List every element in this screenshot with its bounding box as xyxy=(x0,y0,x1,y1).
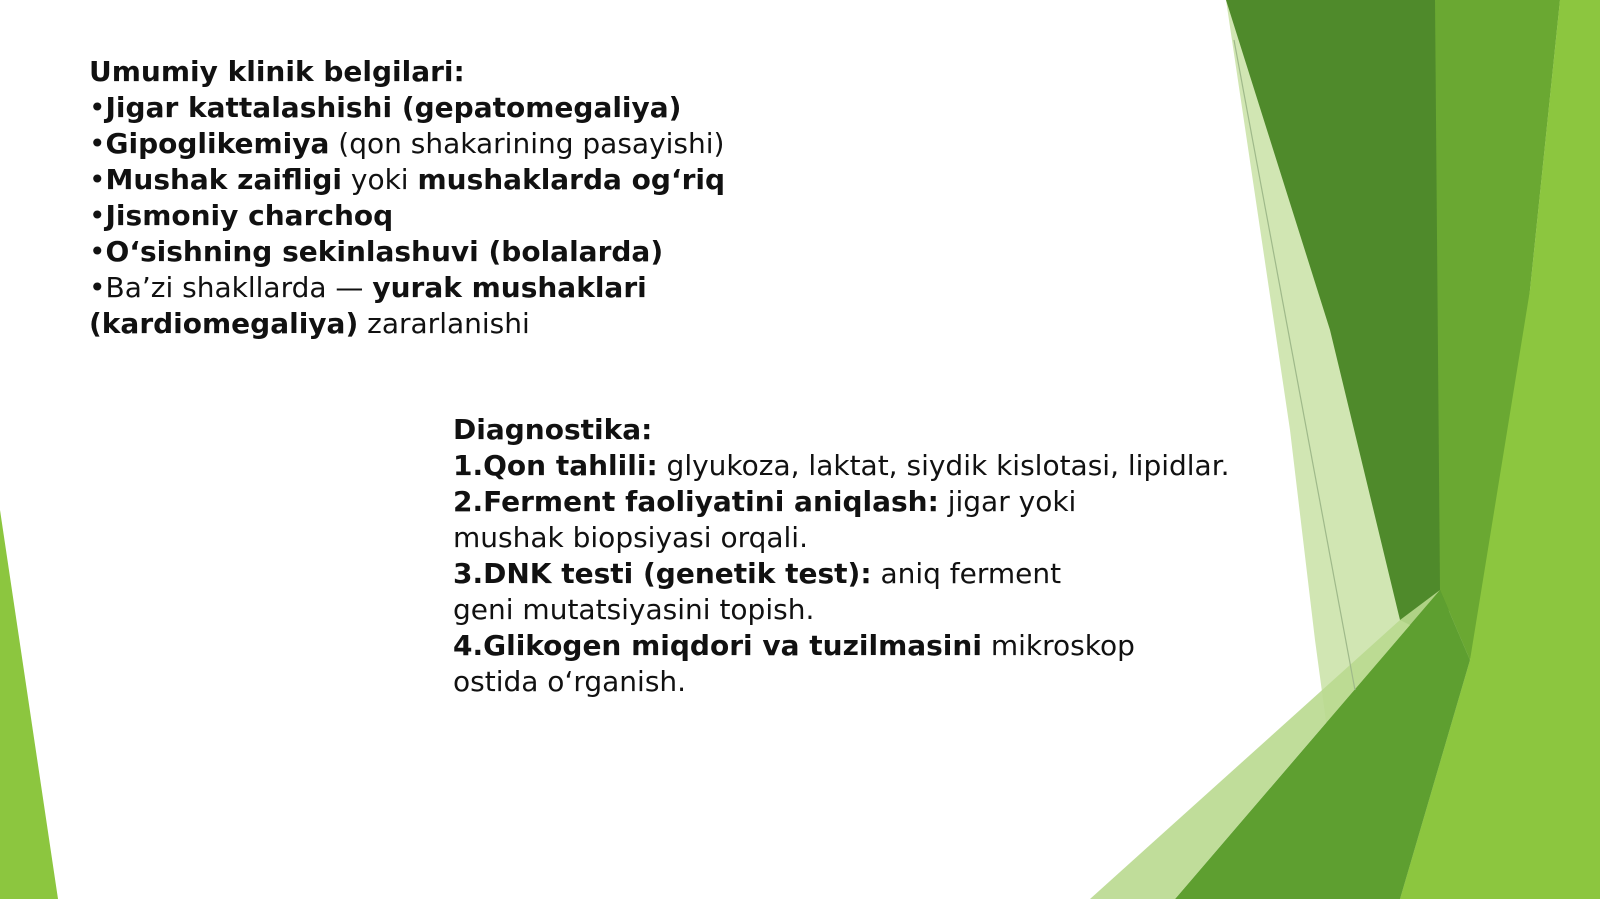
diagnostics-item: 2.Ferment faoliyatini aniqlash: jigar yoki mushak biopsiyasi orqali. xyxy=(453,485,1077,554)
clinical-sign-item: •Jigar kattalashishi (gepatomegaliya) xyxy=(89,91,682,124)
clinical-signs-title: Umumiy klinik belgilari: xyxy=(89,55,465,88)
left-green-shape xyxy=(0,510,58,899)
diagnostics-block xyxy=(453,412,1233,700)
diagnostics-item: 1.Qon tahlili: glyukoza, laktat, siydik kislotasi, lipidlar. xyxy=(453,449,1230,482)
diagnostics-item: 4.Glikogen miqdori va tuzilmasini mikroskop ostida o‘rganish. xyxy=(453,629,1135,698)
clinical-sign-item: •Jismoniy charchoq xyxy=(89,199,394,232)
clinical-sign-item: •Ba’zi shakllarda — yurak mushaklari (kardiomegaliya) zararlanishi xyxy=(89,271,647,340)
clinical-sign-item: •Gipoglikemiya (qon shakarining pasayishi) xyxy=(89,127,725,160)
clinical-sign-item: •O‘sishning sekinlashuvi (bolalarda) xyxy=(89,235,664,268)
diagnostics-item: 3.DNK testi (genetik test): aniq ferment geni mutatsiyasini topish. xyxy=(453,557,1062,626)
clinical-sign-item: •Mushak zaifligi yoki mushaklarda og‘riq xyxy=(89,163,726,196)
clinical-signs-block xyxy=(89,54,809,342)
diagnostics-title: Diagnostika: xyxy=(453,413,653,446)
